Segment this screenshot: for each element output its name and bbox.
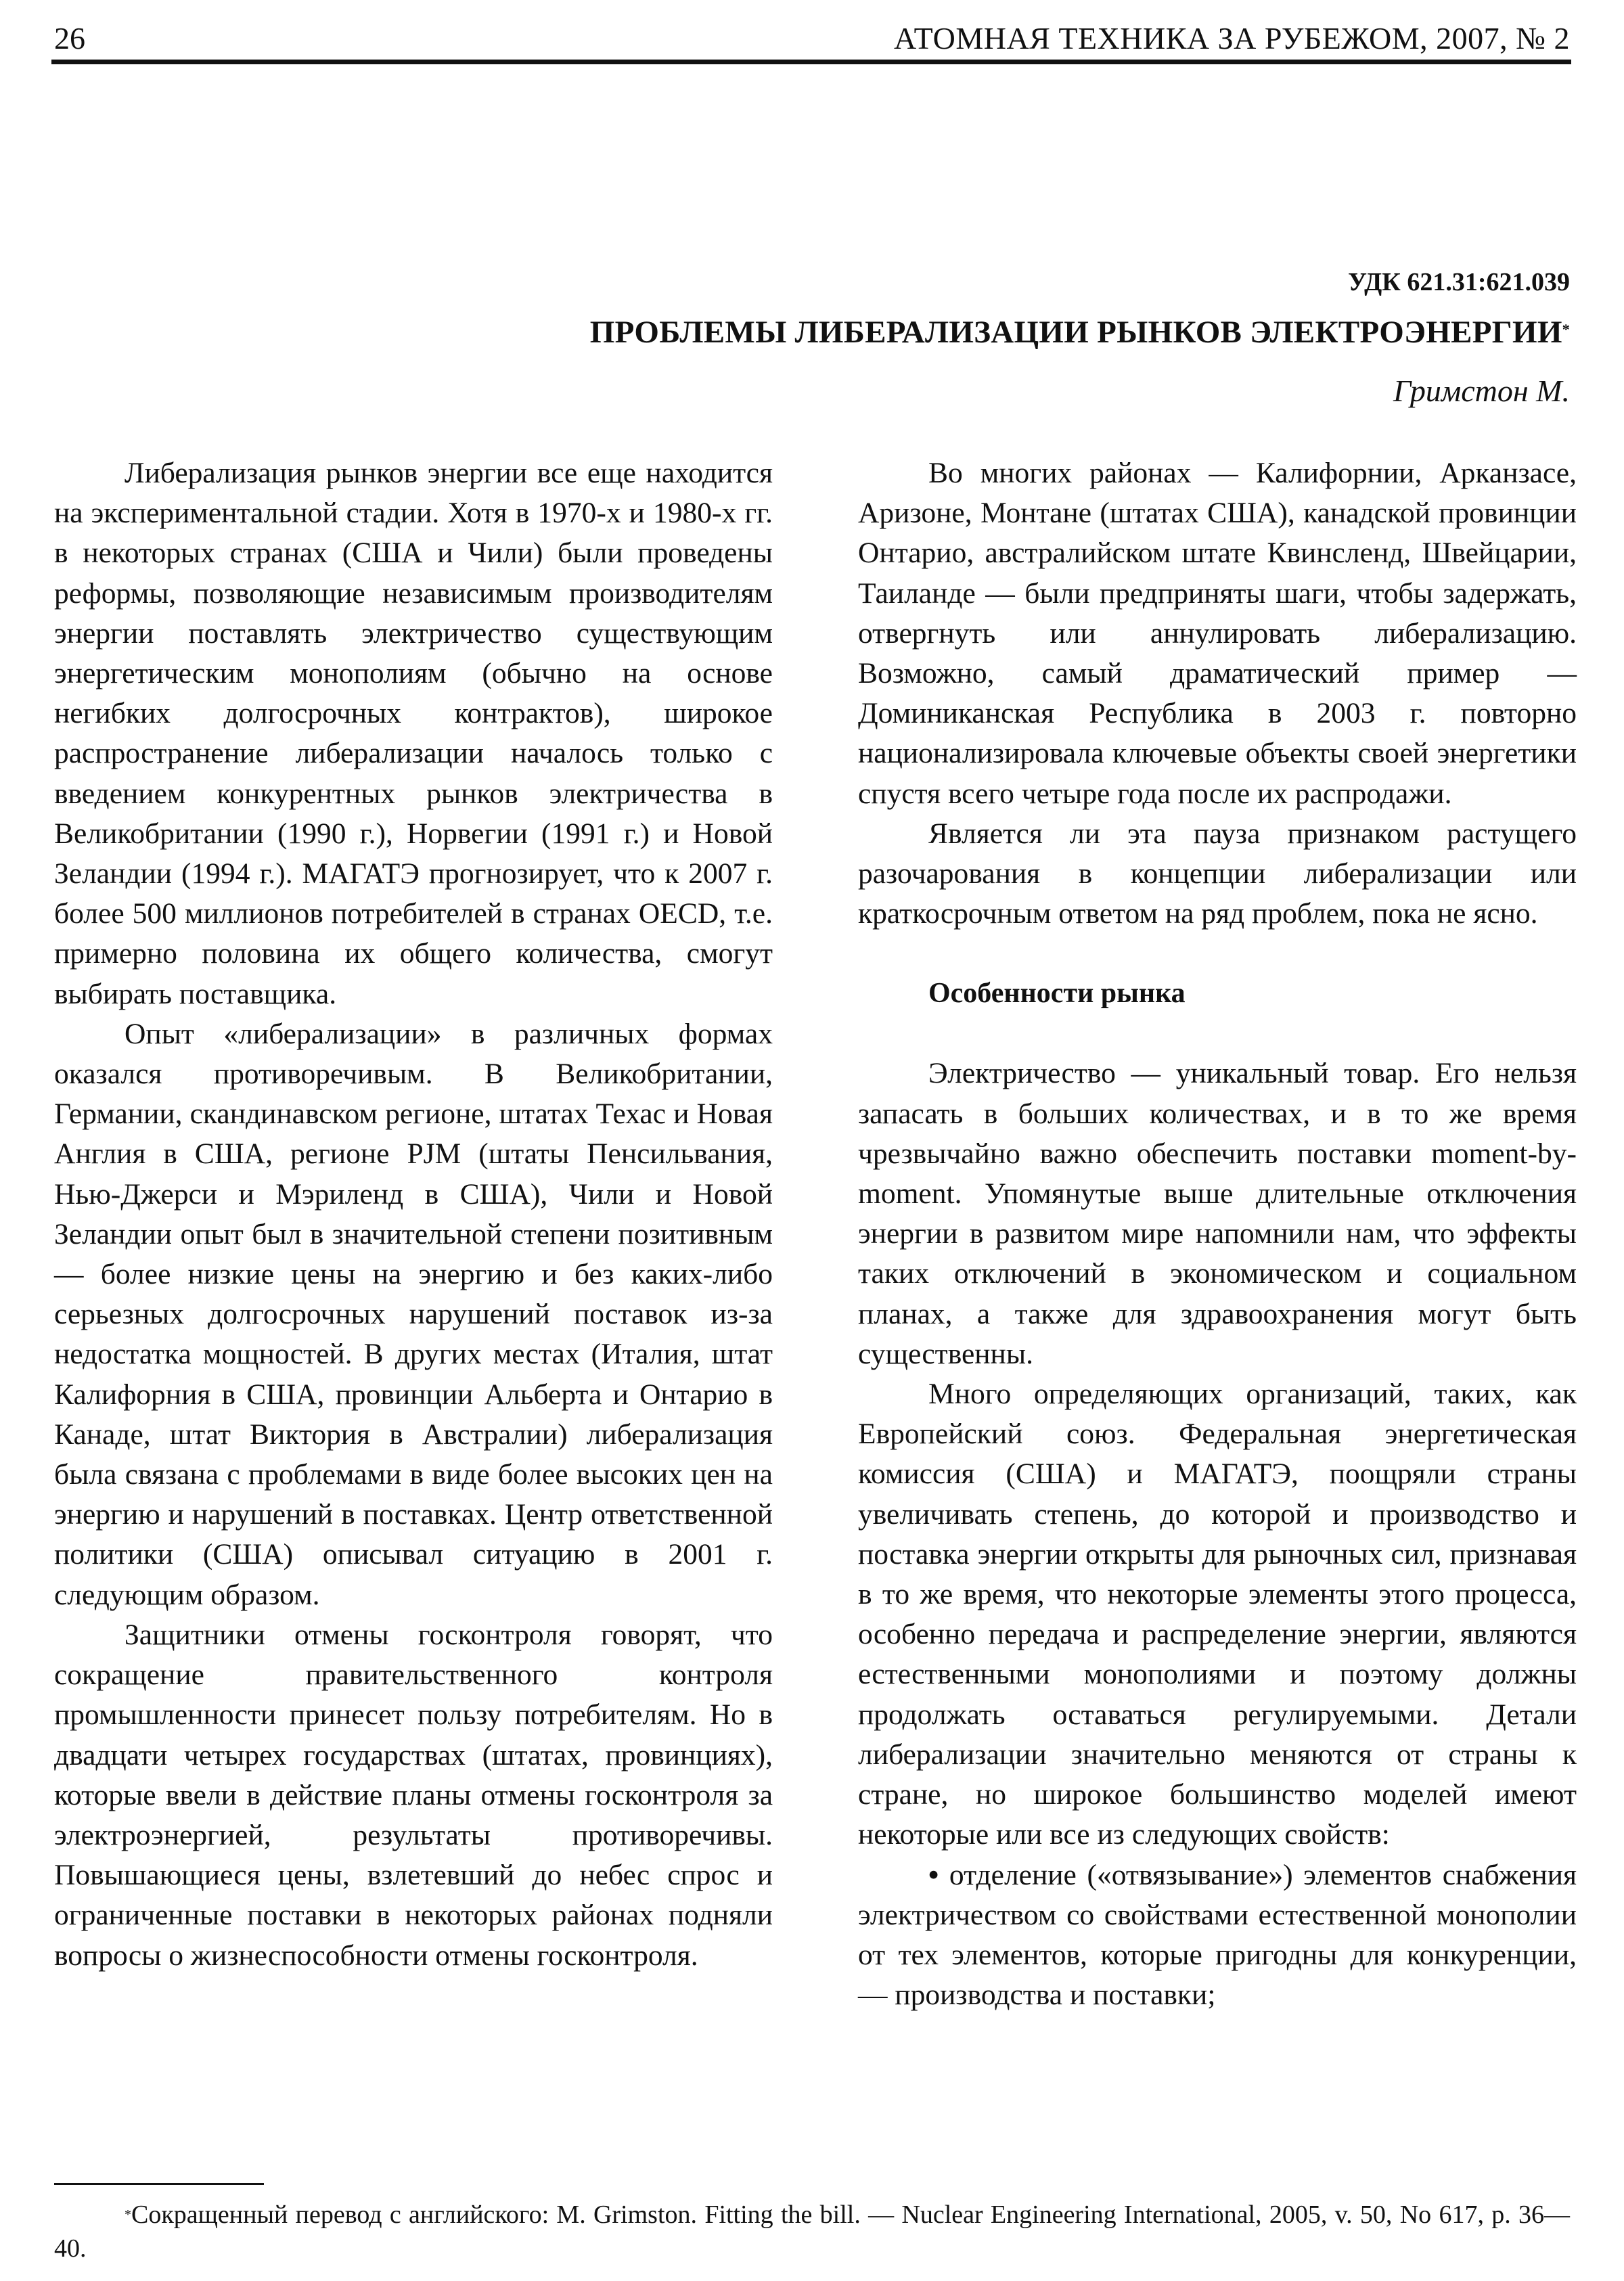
- running-head: [54, 15, 1570, 62]
- footnote-mark: *: [125, 2207, 131, 2222]
- paragraph: Защитники отмены госконтроля говорят, что сокращение правительственного контроля промышленности принесет пользу потребителям. Но в двадцати четырех государствах (штатах, провинциях), которые ввели в действие планы отмены госконтроля за электроэнергией, результаты противоречивы. Повышающиеся цены, взлетевший до небес спрос и ограниченные поставки в некоторых районах подняли вопросы о жизнеспособности отмены госконтроля.: [54, 1618, 773, 1972]
- article-title-text: ПРОБЛЕМЫ ЛИБЕРАЛИЗАЦИИ РЫНКОВ ЭЛЕКТРОЭНЕРГИИ: [589, 315, 1562, 350]
- spacer: [858, 1014, 1577, 1054]
- journal-title: АТОМНАЯ ТЕХНИКА ЗА РУБЕЖОМ, 2007, № 2: [893, 21, 1570, 55]
- paragraph: Является ли эта пауза признаком растущего разочарования в концепции либерализации или краткосрочным ответом на ряд проблем, пока не ясно.: [858, 817, 1577, 930]
- page-number: 26: [54, 21, 85, 55]
- paragraph: Электричество — уникальный товар. Его нельзя запасать в больших количествах, и в то же время чрезвычайно важно обеспечить поставки moment-by-moment. Упомянутые выше длительные отключения энергии в развитом мире напомнили нам, что эффекты таких отключений в экономическом и социальном планах, а также для здравоохранения могут быть существенны.: [858, 1057, 1577, 1370]
- author: Гримстон М.: [1393, 374, 1570, 408]
- left-column: [54, 453, 773, 1976]
- bullet-list-item: [858, 1855, 1577, 2016]
- footnote: [54, 2198, 1570, 2265]
- article-title: [590, 310, 1570, 355]
- footnote-paragraph: [54, 2198, 1570, 2265]
- paragraph: Либерализация рынков энергии все еще находится на экспериментальной стадии. Хотя в 1970-х и 1980-х гг. в некоторых странах (США и Чили) были проведены реформы, позволяющие независимым производителям энергии поставлять электричество существующим энергетическим монополиям (обычно на основе негибких долгосрочных контрактов), широкое распространение либерализации началось только с введением конкурентных рынков электричества в Великобритании (1990 г.), Норвегии (1991 г.) и Новой Зеландии (1994 г.). МАГАТЭ прогнозирует, что к 2007 г. более 500 миллионов потребителей в странах OECD, т.е. примерно половина их общего количества, смогут выбирать поставщика.: [54, 457, 773, 1010]
- footnote-text: Сокращенный перевод с английского: M. Grimston. Fitting the bill. — Nuclear Engineering International, 2005, v. 50, No 617, p. 36—40.: [54, 2200, 1570, 2263]
- title-footnote-mark: *: [1562, 321, 1570, 338]
- bullet-text: отделение («отвязывание») элементов снабжения электричеством со свойствами естественной монополии от тех элементов, которые пригодны для конкуренции, — производства и поставки;: [858, 1858, 1577, 2012]
- footnote-rule: [54, 2183, 264, 2185]
- section-heading: Особенности рынка: [928, 978, 1186, 1010]
- right-column: [858, 453, 1577, 2015]
- paragraph: Опыт «либерализации» в различных формах оказался противоречивым. В Великобритании, Германии, скандинавском регионе, штатах Техас и Новая Англия в США, регионе PJM (штаты Пенсильвания, Нью-Джерси и Мэриленд в США), Чили и Новой Зеландии опыт был в значительной степени позитивным — более низкие цены на энергию и без каких-либо серьезных долгосрочных нарушений поставок из-за недостатка мощностей. В других местах (Италия, штат Калифорния в США, провинции Альберта и Онтарио в Канаде, штат Виктория в Австралии) либерализация была связана с проблемами в виде более высоких цен на энергию и нарушений в поставках. Центр ответственной политики (США) описывал ситуацию в 2001 г. следующим образом.: [54, 1017, 773, 1611]
- udk-code: УДК 621.31:621.039: [1348, 268, 1570, 296]
- paragraph: Много определяющих организаций, таких, как Европейский союз. Федеральная энергетическая комиссия (США) и МАГАТЭ, поощряли страны увеличивать степень, до которой и производство и поставка энергии открыты для рыночных сил, признавая в то же время, что некоторые элементы этого процесса, особенно передача и распределение энергии, являются естественными монополиями и поэтому должны продолжать оставаться регулируемыми. Детали либерализации значительно меняются от страны к стране, но широкое большинство моделей имеют некоторые или все из следующих свойств:: [858, 1378, 1577, 1851]
- paragraph: Во многих районах — Калифорнии, Арканзасе, Аризоне, Монтане (штатах США), канадской провинции Онтарио, австралийском штате Квинсленд, Швейцарии, Таиланде — были предприняты шаги, чтобы задержать, отвергнуть или аннулировать либерализацию. Возможно, самый драматический пример — Доминиканская Республика в 2003 г. повторно национализировала ключевые объекты своей энергетики спустя всего четыре года после их распродажи.: [858, 457, 1577, 810]
- spacer: [858, 934, 1577, 974]
- header-rule: [51, 60, 1571, 64]
- bullet-icon: •: [928, 1858, 939, 1891]
